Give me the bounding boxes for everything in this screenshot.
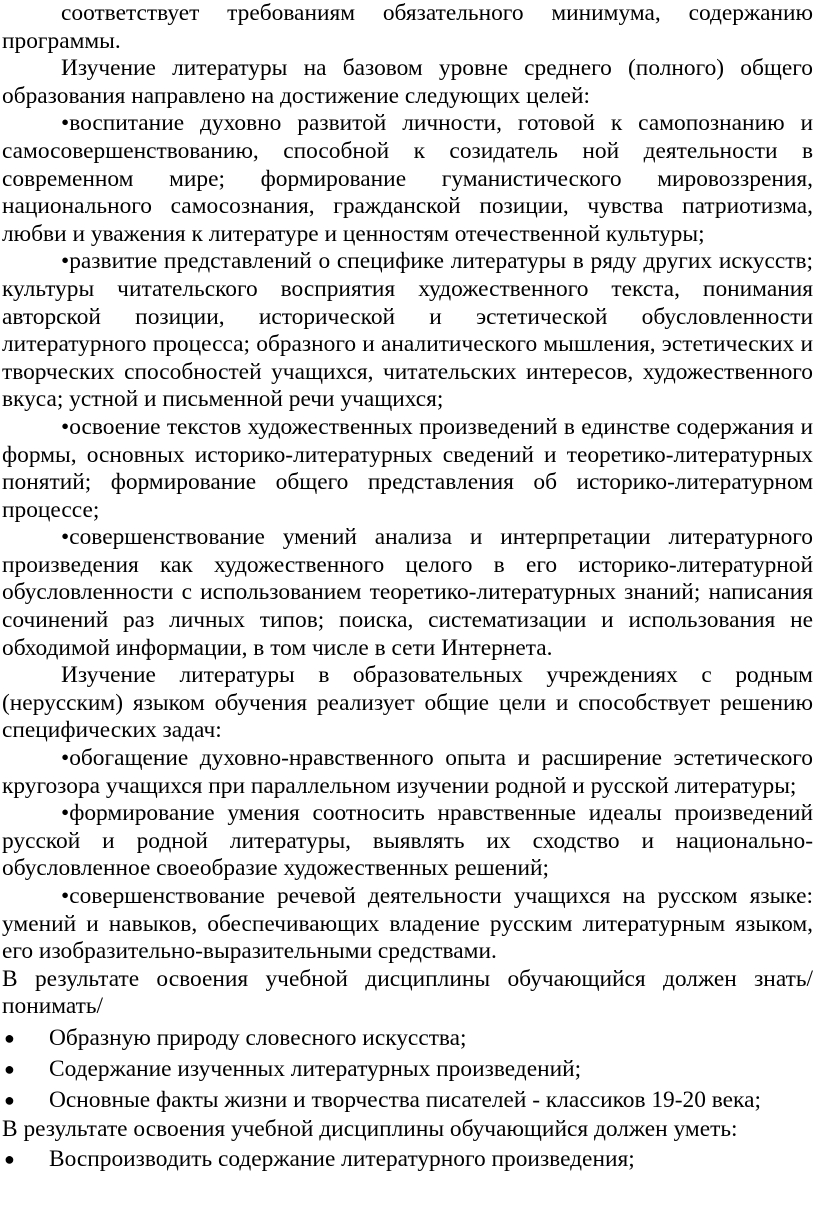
task-text: совершенствование речевой деятельности учащихся на русском языке: умений и навыков, обеспечивающих владение русским литературным языком, его изобразительно-выразительными средствами. — [2, 883, 813, 965]
bullet-icon: ● — [4, 1148, 15, 1169]
able-item-text: Воспроизводить содержание литературного произведения; — [49, 1145, 635, 1172]
know-item-text: Образную природу словесного искусства; — [49, 1024, 467, 1051]
bullet-icon: ● — [4, 1058, 15, 1079]
task-item-1 — [2, 745, 813, 800]
goal-text: совершенствование умений анализа и интерпретации литературного произведения как художественного целого в его историко-литературной обусловленности с использованием теоретико-литературных знаний; написания сочинений раз личных типов; поиска, систематизации и использования не обходимой информации, в том числе в сети Интернета. — [2, 524, 813, 661]
goal-text: освоение текстов художественных произведений в единстве содержания и формы, основных историко-литературных сведений и теоретико-литературных понятий; формирование общего представления об историко-литературном процессе; — [2, 413, 813, 523]
goal-text: воспитание духовно развитой личности, готовой к самопознанию и самосовершенствованию, способной к созидатель ной деятельности в современном мире; формирование гуманистического мировоззрения, национального самосознания, гражданской позиции, чувства патриотизма, любви и уважения к литературе и ценностям отечественной культуры; — [2, 110, 813, 247]
know-heading: В результате освоения учебной дисциплины обучающийся должен знать/понимать/ — [2, 965, 813, 1020]
goal-item-1 — [2, 110, 813, 248]
paragraph-tasks-intro: Изучение литературы в образовательных учреждениях с родным (нерусским) языком обучения реализует общие цели и способствует решению специфических задач: — [2, 662, 813, 744]
bullet-icon: • — [61, 413, 70, 440]
know-item-text: Содержание изученных литературных произведений; — [49, 1055, 582, 1082]
bullet-icon: • — [61, 883, 70, 909]
know-item-1 — [2, 1023, 813, 1054]
bullet-icon: • — [61, 248, 70, 275]
paragraph-continuation: соответствует требованиям обязательного минимума, содержанию программы. — [2, 0, 813, 54]
goal-item-2 — [2, 248, 813, 414]
bullet-icon: • — [61, 524, 70, 551]
able-heading: В результате освоения учебной дисциплины обучающийся должен уметь: — [2, 1115, 738, 1142]
bullet-icon: ● — [4, 1089, 15, 1110]
able-item-1 — [2, 1144, 813, 1175]
task-item-2 — [2, 800, 813, 883]
bullet-icon: • — [61, 745, 70, 772]
bullet-icon: ● — [4, 1027, 15, 1048]
goal-item-3 — [2, 414, 813, 524]
know-item-3 — [2, 1085, 813, 1116]
document-page — [2, 0, 813, 1175]
task-text: обогащение духовно-нравственного опыта и расширение эстетического кругозора учащихся при параллельном изучении родной и русской литературы; — [2, 745, 813, 799]
paragraph-goals-intro: Изучение литературы на базовом уровне среднего (полного) общего образования направлено на достижение следующих целей: — [2, 55, 813, 109]
bullet-icon: • — [61, 110, 70, 137]
know-item-text: Основные факты жизни и творчества писателей - классиков 19-20 века; — [49, 1086, 761, 1113]
goal-text: развитие представлений о специфике литературы в ряду других искусств; культуры читательского восприятия художественного текста, понимания авторской позиции, исторической и эстетической обусловленности литературного процесса; образного и аналитического мышления, эстетических и творческих способностей учащихся, читательских интересов, художественного вкуса; устной и письменной речи учащихся; — [2, 248, 813, 413]
goal-item-4 — [2, 524, 813, 662]
bullet-icon: • — [61, 800, 70, 827]
task-item-3 — [2, 883, 813, 966]
task-text: формирование умения соотносить нравственные идеалы произведений русской и родной литературы, выявлять их сходство и национально-обусловленное своеобразие художественных решений; — [2, 800, 813, 882]
know-item-2 — [2, 1054, 813, 1085]
